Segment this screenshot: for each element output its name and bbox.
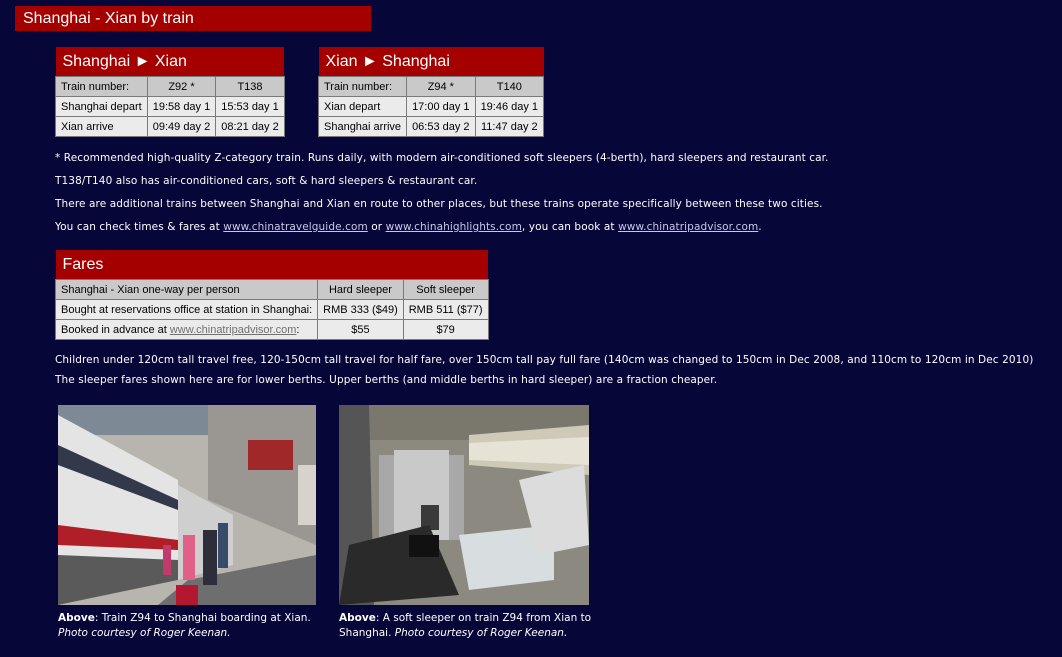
time-cell: 09:49 day 2 [147,117,216,137]
soft-sleeper-image [339,405,589,605]
fares-table [55,250,489,340]
fare-soft: RMB 511 ($77) [403,300,488,320]
train-t138: T138 [216,77,285,97]
train-t140: T140 [475,77,544,97]
train-z92: Z92 * [147,77,216,97]
time-cell: 19:46 day 1 [475,97,544,117]
train-number-label: Train number: [56,77,148,97]
link-fare-chinatripadvisor[interactable]: www.chinatripadvisor.com [169,323,297,336]
caption-lead: Above [339,612,376,624]
page-title: Shanghai - Xian by train [15,6,371,31]
fares-header-hard: Hard sleeper [318,280,404,300]
fare-row-text: : [296,323,300,336]
note-text: You can check times & fares at [55,221,224,233]
row-label: Xian depart [319,97,407,117]
link-chinatripadvisor[interactable]: www.chinatripadvisor.com [618,221,759,233]
time-cell: 17:00 day 1 [407,97,476,117]
note-children: Children under 120cm tall travel free, 120-150cm tall travel for half fare, over 150cm tall pay full fare (140cm was changed to 150cm in Dec 2008, and 110cm to 120cm in Dec 2010) [55,354,1034,366]
link-chinatravelguide[interactable]: www.chinatravelguide.com [223,221,368,233]
caption-text: : A soft sleeper on train Z94 from Xian to Shanghai. [339,612,592,639]
timetable-xian-shanghai [318,47,544,137]
fare-row-text: Booked in advance at [61,323,170,336]
link-chinahighlights[interactable]: www.chinahighlights.com [385,221,522,233]
note-text: , you can book at [521,221,619,233]
caption-lead: Above [58,612,95,624]
fare-row-label: Bought at reservations office at station in Shanghai: [56,300,318,320]
caption-text: : Train Z94 to Shanghai boarding at Xian. [94,612,311,624]
fare-soft: $79 [403,320,488,340]
fare-hard: RMB 333 ($49) [318,300,404,320]
time-cell: 11:47 day 2 [475,117,544,137]
fare-hard: $55 [318,320,404,340]
caption-photo-2 [339,611,594,641]
row-label: Shanghai arrive [319,117,407,137]
train-platform-image [58,405,316,605]
fares-header-soft: Soft sleeper [403,280,488,300]
note-check-fares [55,221,762,233]
row-label: Shanghai depart [56,97,148,117]
time-cell: 15:53 day 1 [216,97,285,117]
timetable-title: Shanghai ► Xian [56,47,285,77]
train-z94: Z94 * [407,77,476,97]
timetable-shanghai-xian [55,47,285,137]
note-text: or [367,221,386,233]
note-additional: There are additional trains between Shanghai and Xian en route to other places, but these trains operate specifically between these two cities. [55,198,823,210]
photo-train-platform [58,405,316,605]
train-number-label: Train number: [319,77,407,97]
time-cell: 19:58 day 1 [147,97,216,117]
caption-credit: Photo courtesy of Roger Keenan. [58,627,231,639]
note-berths: The sleeper fares shown here are for lower berths. Upper berths (and middle berths in hard sleeper) are a fraction cheaper. [55,374,718,386]
caption-photo-1 [58,611,318,641]
caption-credit: Photo courtesy of Roger Keenan. [394,627,568,639]
time-cell: 08:21 day 2 [216,117,285,137]
fares-header-route: Shanghai - Xian one-way per person [56,280,318,300]
timetable-title: Xian ► Shanghai [319,47,544,77]
fare-row-label [56,320,318,340]
photo-soft-sleeper [339,405,589,605]
note-recommended: * Recommended high-quality Z-category train. Runs daily, with modern air-conditioned soft sleepers (4-berth), hard sleepers and restaurant car. [55,152,829,164]
note-text: . [758,221,762,233]
note-t138: T138/T140 also has air-conditioned cars, soft & hard sleepers & restaurant car. [55,175,478,187]
row-label: Xian arrive [56,117,148,137]
fares-title: Fares [56,250,489,280]
time-cell: 06:53 day 2 [407,117,476,137]
